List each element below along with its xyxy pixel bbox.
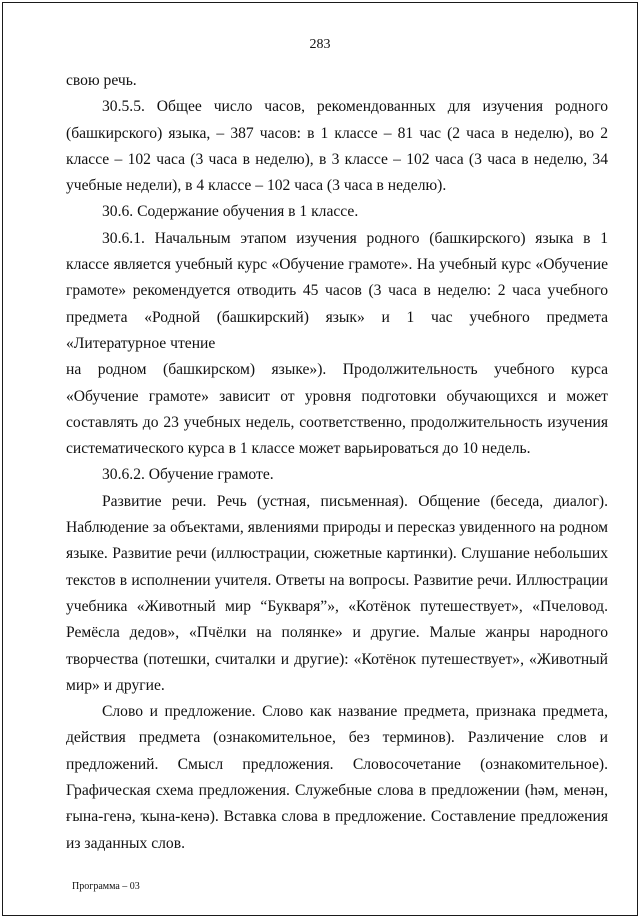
- paragraph-word-and-sentence: Слово и предложение. Слово как название предмета, признака предмета, действия предмета (ознакомительное, без терминов). Различение слов и предложений. Смысл предложения. Словосочетание (ознакомительное). Графическая схема предложения. Служебные слова в предложении (һәм, менән, ғына-генә, ҡына-кенә). Вставка слова в предложение. Составление предложения из заданных слов.: [66, 703, 608, 852]
- paragraph-course-duration: на родном (башкирском) языке»). Продолжительность учебного курса «Обучение грамоте» зависит от уровня подготовки обучающихся и может составлять до 23 учебных недель, соответственно, продолжительность изучения систематического курса в 1 классе может варьироваться до 10 недель.: [66, 361, 608, 458]
- paragraph-literacy-heading: 30.6.2. Обучение грамоте.: [102, 466, 274, 484]
- document-body: [66, 68, 608, 857]
- paragraph-speech-development: Развитие речи. Речь (устная, письменная). Общение (беседа, диалог). Наблюдение за объектами, явлениями природы и пересказ увиденного на родном языке. Развитие речи (иллюстрации, сюжетные картинки). Слушание небольших текстов в исполнении учителя. Ответы на вопросы. Развитие речи. Иллюстрации учебника «Животный мир “Букваря”», «Котёнок путешествует», «Пчеловод. Ремёсла дедов», «Пчёлки на полянке» и другие. Малые жанры народного творчества (потешки, считалки и другие): «Котёнок путешествует», «Животный мир» и другие.: [66, 492, 608, 694]
- page-number: 283: [309, 37, 331, 52]
- paragraph-hours: 30.5.5. Общее число часов, рекомендованных для изучения родного (башкирского) языка, – 387 часов: в 1 классе – 81 час (2 часа в неделю), во 2 классе – 102 часа (3 часа в неделю), в 3 классе – 102 часа (3 часа в неделю, 34 учебные недели), в 4 классе – 102 часа (3 часа в неделю).: [66, 98, 608, 195]
- paragraph-continuation: свою речь.: [66, 72, 137, 89]
- paragraph-initial-stage: 30.6.1. Начальным этапом изучения родного (башкирского) языка в 1 классе является учебный курс «Обучение грамоте». На учебный курс «Обучение грамоте» рекомендуется отводить 45 часов (3 часа в неделю: 2 часа учебного предмета «Родной (башкирский) язык» и 1 час учебного предмета «Литературное чтение: [66, 229, 608, 352]
- paragraph-content-heading: 30.6. Содержание обучения в 1 классе.: [102, 203, 359, 221]
- footer-program-label: Программа – 03: [72, 881, 140, 892]
